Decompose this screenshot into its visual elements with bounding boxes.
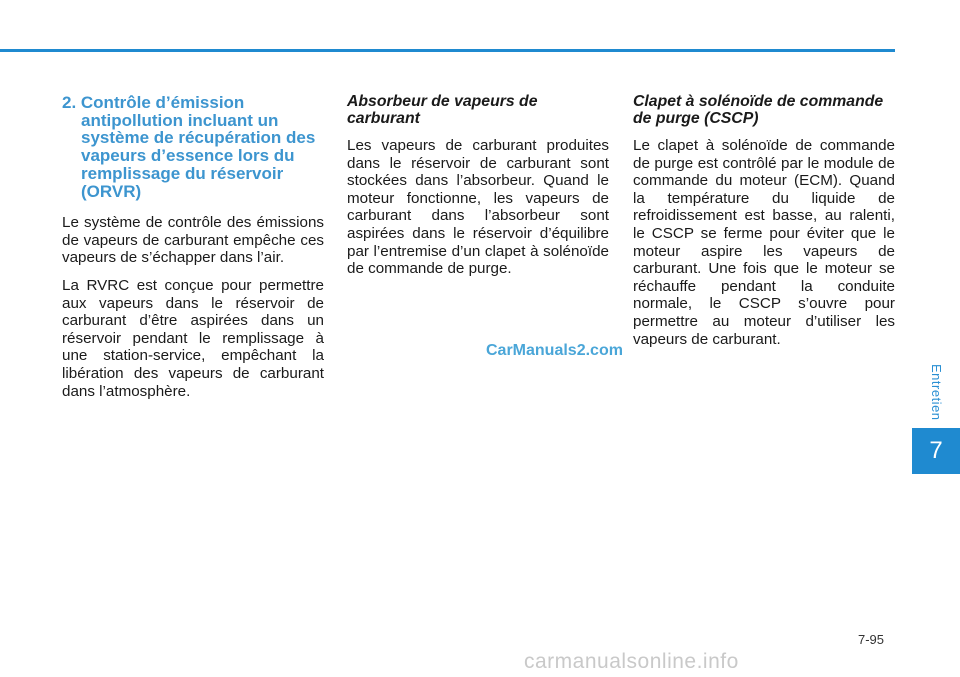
chapter-number-tab: 7 <box>912 428 960 474</box>
page-number: 7-95 <box>858 632 885 647</box>
paragraph: Les vapeurs de carburant produites dans le réservoir de carburant sont stockées dans l’absorbeur. Quand le moteur fonctionne, les vapeurs de carburant dans l’absorbeur sont aspirées dans le réservoir d’équilibre par l’entremise d’un clapet à solénoïde de commande de purge. <box>347 137 609 278</box>
watermark: CarManuals2.com <box>486 342 623 359</box>
paragraph: Le système de contrôle des émissions de vapeurs de carburant empêche ces vapeurs de s’échapper dans l’air. <box>62 214 324 267</box>
top-rule <box>0 49 895 52</box>
column-2 <box>347 94 609 288</box>
column-1 <box>62 94 324 410</box>
chapter-side-label: Entretien <box>929 363 944 421</box>
paragraph: Le clapet à solénoïde de commande de purge est contrôlé par le module de commande du moteur (ECM). Quand la température du liquide de refroidissement est basse, au ralenti, le CSCP se ferme pour éviter que le moteur aspire les vapeurs de carburant. Une fois que le moteur se réchauffe pendant la conduite normale, le CSCP s’ouvre pour permettre au moteur d’utiliser les vapeurs de carburant. <box>633 137 895 348</box>
column-3 <box>633 94 895 358</box>
bottom-watermark: carmanualsonline.info <box>524 650 739 673</box>
subsection-heading: Clapet à solénoïde de commande de purge (CSCP) <box>633 93 884 127</box>
subsection-heading: Absorbeur de vapeurs de carburant <box>347 93 538 127</box>
paragraph: La RVRC est conçue pour permettre aux vapeurs dans le réservoir de carburant d’être aspirées dans un réservoir pendant le remplissage à une station-service, empêchant la libération des vapeurs de carburant dans l’atmosphère. <box>62 277 324 400</box>
section-heading: 2. Contrôle d’émission antipollution incluant un système de récupération des vapeurs d’essence lors du remplissage du réservoir (ORVR) <box>62 93 316 201</box>
